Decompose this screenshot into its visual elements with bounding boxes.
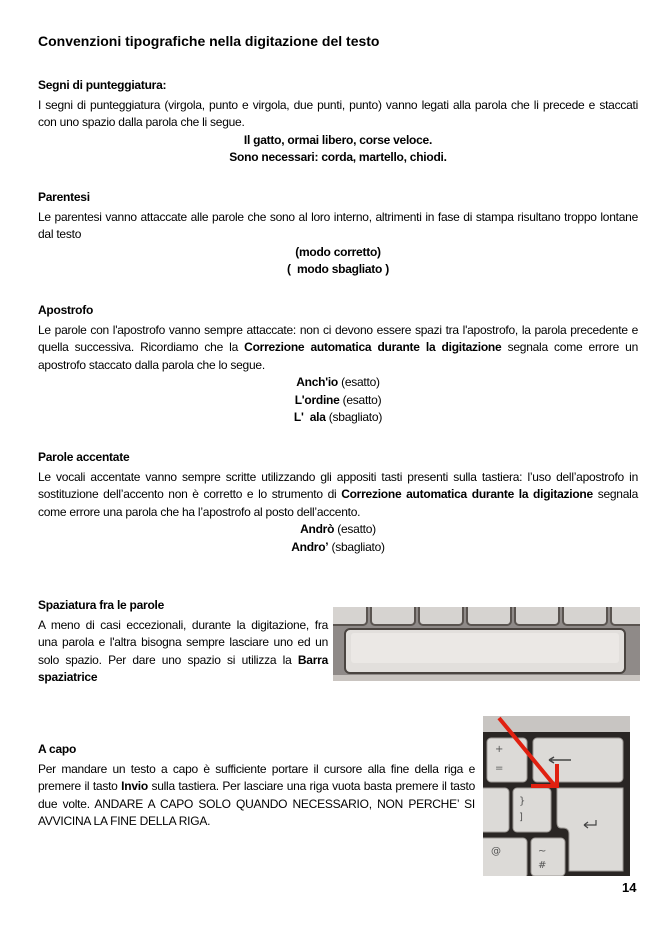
svg-text:~: ~ xyxy=(538,846,547,857)
example: Sono necessari: corda, martello, chiodi. xyxy=(229,150,447,164)
example-note: (esatto) xyxy=(339,392,382,407)
example xyxy=(38,409,638,427)
section-spaziatura xyxy=(38,597,328,687)
section-acapo xyxy=(38,741,475,831)
section-heading: Spaziatura fra le parole xyxy=(38,598,165,612)
section-heading: Apostrofo xyxy=(38,303,94,317)
example-note: (esatto) xyxy=(334,522,376,536)
section-text: I segni di punteggiatura (virgola, punto e virgola, due punti, punto) vanno legati alla parola che li precede e staccati con uno spazio dalla parola che li segue. xyxy=(38,97,638,129)
svg-text:=: = xyxy=(495,763,504,774)
example xyxy=(38,392,638,410)
section-parentesi xyxy=(38,189,638,279)
example-note: (sbagliato) xyxy=(325,410,383,424)
example-word: Andro’ xyxy=(291,539,329,554)
section-heading: Segni di punteggiatura: xyxy=(38,78,167,92)
svg-text:@: @ xyxy=(491,846,501,857)
example xyxy=(38,521,638,539)
svg-text:}: } xyxy=(519,796,526,807)
example xyxy=(38,374,638,392)
example: Il gatto, ormai libero, corse veloce. xyxy=(243,132,433,147)
text-part: Le vocali accentate vanno sempre scritte utilizzando gli appositi tasti presenti sulla tastiera: l’uso dell’apostrofo in sostituzione dell’accento non è corretto e lo strumento di xyxy=(38,469,638,501)
section-text: Le parentesi vanno attaccate alle parole che sono al loro interno, altrimenti in fase di stampa risultano troppo lontane dal testo xyxy=(38,209,638,241)
svg-text:#: # xyxy=(538,860,547,871)
section-heading: A capo xyxy=(38,742,77,756)
section-heading: Parole accentate xyxy=(38,450,130,464)
example-word: L'ordine xyxy=(294,392,340,407)
section-text xyxy=(38,469,638,522)
section-text xyxy=(38,617,328,687)
example: ( modo sbagliato ) xyxy=(287,262,389,276)
spacebar-image xyxy=(333,607,640,681)
example-note: (sbagliato) xyxy=(328,539,385,554)
section-text xyxy=(38,761,475,831)
example-word: L' ala xyxy=(293,410,326,424)
text-part: Le parole con l'apostrofo vanno sempre attaccate: non ci devono essere spazi tra l'apostrofo, la parola precedente e quella successiva. Ricordiamo che la xyxy=(38,322,638,354)
text-bold: Invio xyxy=(121,779,148,793)
svg-text:+: + xyxy=(495,744,504,755)
text-part: Per mandare un testo a capo è sufficiente portare il cursore alla fine della riga e premere il tasto xyxy=(38,761,475,793)
text-part: segnala come errore una parola che ha l’apostrofo al posto dell’accento. xyxy=(38,487,638,519)
example-word: Andrò xyxy=(300,522,335,536)
text-part: segnala come errore un apostrofo staccato dalla parola che lo segue. xyxy=(38,340,639,372)
section-punteggiatura xyxy=(38,77,638,167)
text-bold: Correzione automatica durante la digitazione xyxy=(341,487,593,501)
enter-key-image xyxy=(483,716,630,876)
text-bold: Correzione automatica durante la digitazione xyxy=(244,340,502,354)
example-note: (esatto) xyxy=(338,375,380,389)
section-text xyxy=(38,322,638,375)
svg-text:]: ] xyxy=(519,812,523,823)
example xyxy=(38,539,638,557)
page-title: Convenzioni tipografiche nella digitazione del testo xyxy=(38,33,380,49)
page-number: 14 xyxy=(622,880,637,895)
text-part: sulla tastiera. Per lasciare una riga vuota basta premere il tasto due volte. ANDARE A CAPO SOLO QUANDO NECESSARIO, NON PERCHE’ SI AVVICINA LA FINE DELLA RIGA. xyxy=(38,779,475,828)
example-word: Anch'io xyxy=(296,375,338,389)
text-bold: Barra spaziatrice xyxy=(38,652,328,684)
text-part: A meno di casi eccezionali, durante la digitazione, fra una parola e l'altra bisogna sempre lasciare uno ed un solo spazio. Per dare uno spazio si utilizza la xyxy=(38,617,328,667)
section-accentate xyxy=(38,449,638,556)
section-heading: Parentesi xyxy=(38,190,90,204)
section-apostrofo xyxy=(38,302,638,427)
example: (modo corretto) xyxy=(295,244,381,259)
